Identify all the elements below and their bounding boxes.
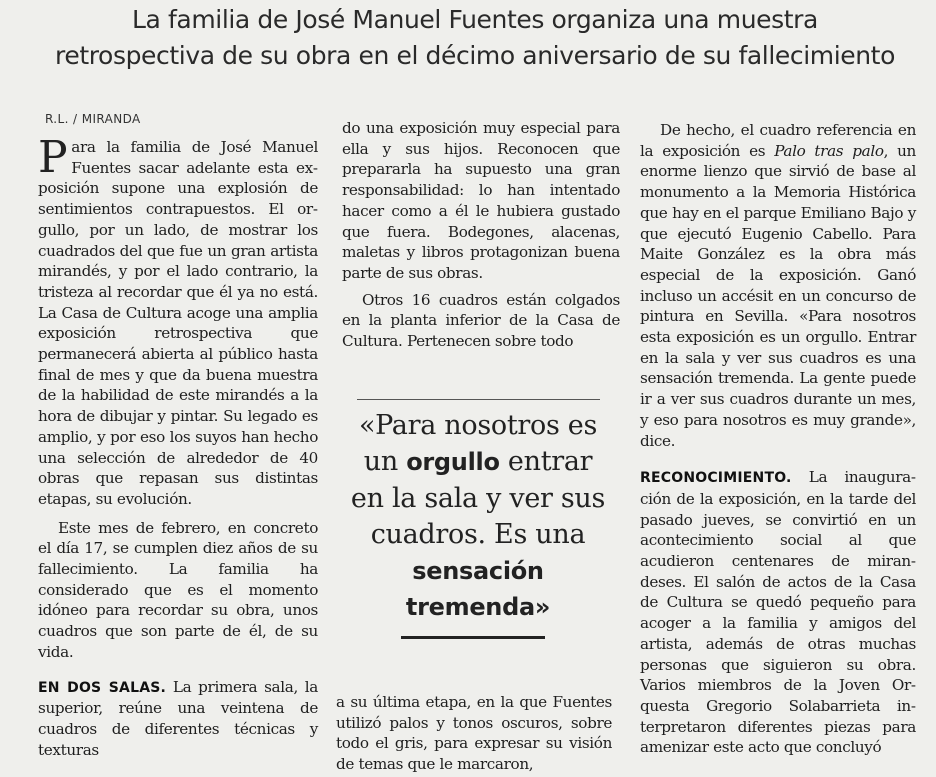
pullquote-text-1: «Para nosotros es un [358,410,598,478]
column1-paragraph-1 [38,132,318,510]
column3-paragraph-2-text: La inauguración de la exposición, en la tarde del pasado jueves, se convirtió en un acontecimiento social al que acudieron centenares de mirandeses. El salón de actos de la Casa de Cultura se quedó pequeño para acoger a la familia y amigos del artista, además de otras muchas personas que siguieron su obra. Varios miembros de la Joven Orquesta Gregorio Solabarrieta interpretaron diferentes piezas para amenizar este acto que concluyó [640,468,916,757]
column2-paragraph-3: a su última etapa, en la que Fuentes utilizó palos y tonos oscuros, sobre todo el gris, para expresar su visión de temas que le marcaron, [336,693,612,774]
drop-cap: P [38,132,68,183]
column2-paragraph-1: do una exposición muy especial para ella y sus hijos. Reconocen que prepararla ha supuesto una gran responsabilidad: lo han intentado hacer como a él le hubiera gustado que fuera. Bodegones, alacenas, maletas y libros protagonizan buena parte de sus obras. [342,119,620,282]
subheading-en-dos-salas: EN DOS SALAS. [38,679,167,696]
byline [45,112,141,126]
pullquote-text-2: entrar en la sala y ver sus cuadros. Es una [350,446,606,550]
column2-paragraph-2: Otros 16 cuadros están colgados en la planta inferior de la Casa de Cultura. Pertenecen sobre todo [342,290,620,351]
article-headline [20,2,930,74]
headline-line-1: La familia de José Manuel Fuentes organiza una muestra [132,5,818,34]
article-column-1 [38,132,318,760]
byline-author: R.L. [45,112,69,126]
column3-paragraph-2 [640,467,916,758]
pullquote-bottom-rule [401,636,545,639]
column3-paragraph-1-text-a: De hecho, el cuadro referencia en la exposición es [640,121,916,160]
byline-separator: / [68,112,82,126]
column1-paragraph-3-text: La primera sala, la superior, reúne una veintena de cuadros de diferentes técnicas y texturas [38,677,318,759]
subheading-reconocimiento: RECONOCIMIENTO. [640,470,792,487]
column3-paragraph-1 [640,120,916,451]
headline-line-2: retrospectiva de su obra en el décimo aniversario de su fallecimiento [55,41,895,70]
artwork-title: Palo tras palo [774,141,884,160]
column1-paragraph-2: Este mes de febrero, en concreto el día 17, se cumplen diez años de su fallecimiento. La familia ha considerado que es el momento idóneo para recordar su obra, unos cuadros que son parte de él, de su vida. [38,518,318,661]
pullquote-top-rule [357,399,600,400]
article-column-2-top [342,118,620,352]
pullquote [350,408,606,626]
article-column-3 [640,120,916,758]
byline-place: MIRANDA [81,112,141,126]
pullquote-bold-1: orgullo [406,448,500,477]
pullquote-bold-2: sensación tremenda» [405,557,551,622]
column1-paragraph-1-text: ara la familia de José Manuel Fuentes sacar adelante esta exposición supone una explosión de sentimientos contrapuestos. El orgullo, por un lado, de mostrar los cuadrados del que fue un gran artista mirandés, y por el lado contrario, la tristeza al recordar que él ya no está. La Casa de Cultura acoge una amplia exposición retrospectiva que permanecerá abierta al público hasta final de mes y que da buena muestra de la habilidad de este mirandés a la hora de dibujar y pintar. Su legado es amplio, y por eso los suyos han hecho una selección de alrededor de 40 obras que repasan sus distintas etapas, su evolución. [38,138,318,508]
article-column-2-bottom [336,692,612,775]
column1-paragraph-3 [38,677,318,761]
column3-paragraph-1-text-b: , un enorme lienzo que sirvió de base al monumento a la Memoria Histórica que hay en el parque Emiliano Bajo y que ejecutó Eugenio Cabello. Para Maite González es la obra más especial de la exposición. Ganó incluso un accésit en un concurso de pintura en Sevilla. «Para nosotros esta exposición es un orgullo. Entrar en la sala y ver sus cuadros es una sensación tremenda. La gente puede ir a ver sus cuadros durante un mes, y eso para nosotros es muy grande», dice. [640,141,916,450]
